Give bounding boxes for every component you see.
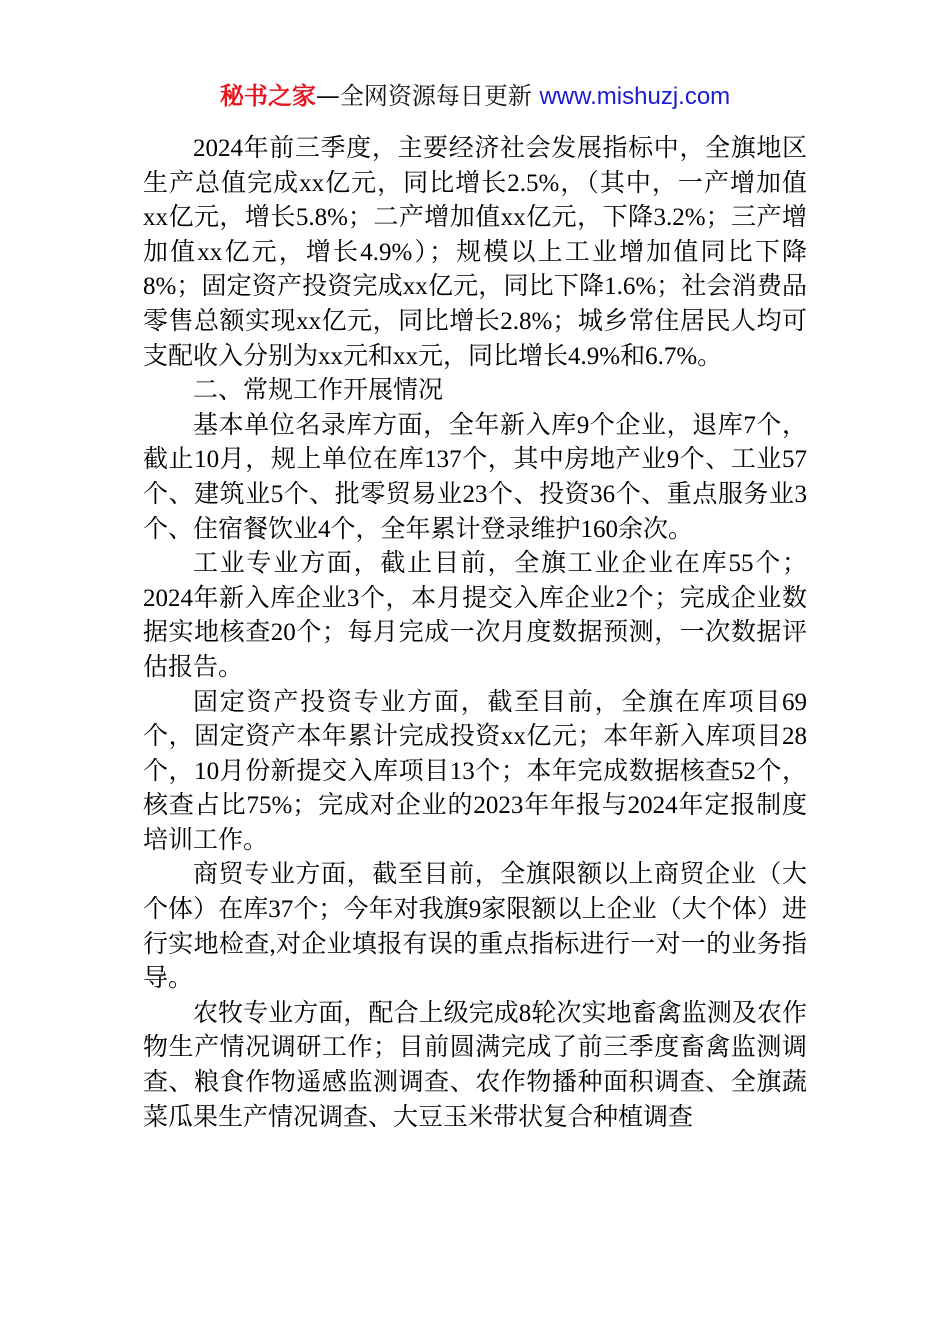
paragraph-trade: 商贸专业方面，截至目前，全旗限额以上商贸企业（大个体）在库37个；今年对我旗9家限额以上企业（大个体）进行实地检查,对企业填报有误的重点指标进行一对一的业务指导。: [143, 861, 807, 993]
document-body: [143, 132, 807, 1135]
paragraph-agriculture: 农牧专业方面，配合上级完成8轮次实地畜禽监测及农作物生产情况调研工作；目前圆满完成了前三季度畜禽监测调查、粮食作物遥感监测调查、农作物播种面积调查、全旗蔬菜瓜果生产情况调查、大豆玉米带状复合种植调查: [143, 999, 807, 1131]
header-tagline: —全网资源每日更新: [315, 82, 532, 110]
section-heading-routine-work: 二、常规工作开展情况: [193, 377, 444, 405]
paragraph-industry: 工业专业方面，截止目前，全旗工业企业在库55个；2024年新入库企业3个，本月提交入库企业2个；完成企业数据实地核查20个；每月完成一次月度数据预测，一次数据评估报告。: [143, 550, 807, 681]
paragraph-fixed-assets: 固定资产投资专业方面，截至目前，全旗在库项目69个，固定资产本年累计完成投资xx亿元；本年新入库项目28个，10月份新提交入库项目13个；本年完成数据核查52个，核查占比75%；完成对企业的2023年年报与2024年定报制度培训工作。: [143, 688, 807, 854]
paragraph-basic-units: 基本单位名录库方面，全年新入库9个企业，退库7个，截止10月，规上单位在库137个，其中房地产业9个、工业57个、建筑业5个、批零贸易业23个、投资36个、重点服务业3个、住宿餐饮业4个，全年累计登录维护160余次。: [143, 411, 807, 543]
paragraph-economic-indicators: 2024年前三季度，主要经济社会发展指标中，全旗地区生产总值完成xx亿元，同比增长2.5%，（其中，一产增加值xx亿元，增长5.8%；二产增加值xx亿元，下降3.2%；三产增加值xx亿元，增长4.9%）；规模以上工业增加值同比下降8%；固定资产投资完成xx亿元，同比下降1.6%；社会消费品零售总额实现xx亿元，同比增长2.8%；城乡常住居民人均可支配收入分别为xx元和xx元，同比增长4.9%和6.7%。: [143, 135, 807, 370]
page-header: [0, 80, 950, 113]
header-url-link[interactable]: www.mishuzj.com: [539, 83, 731, 110]
header-brand: 秘书之家: [219, 82, 316, 110]
